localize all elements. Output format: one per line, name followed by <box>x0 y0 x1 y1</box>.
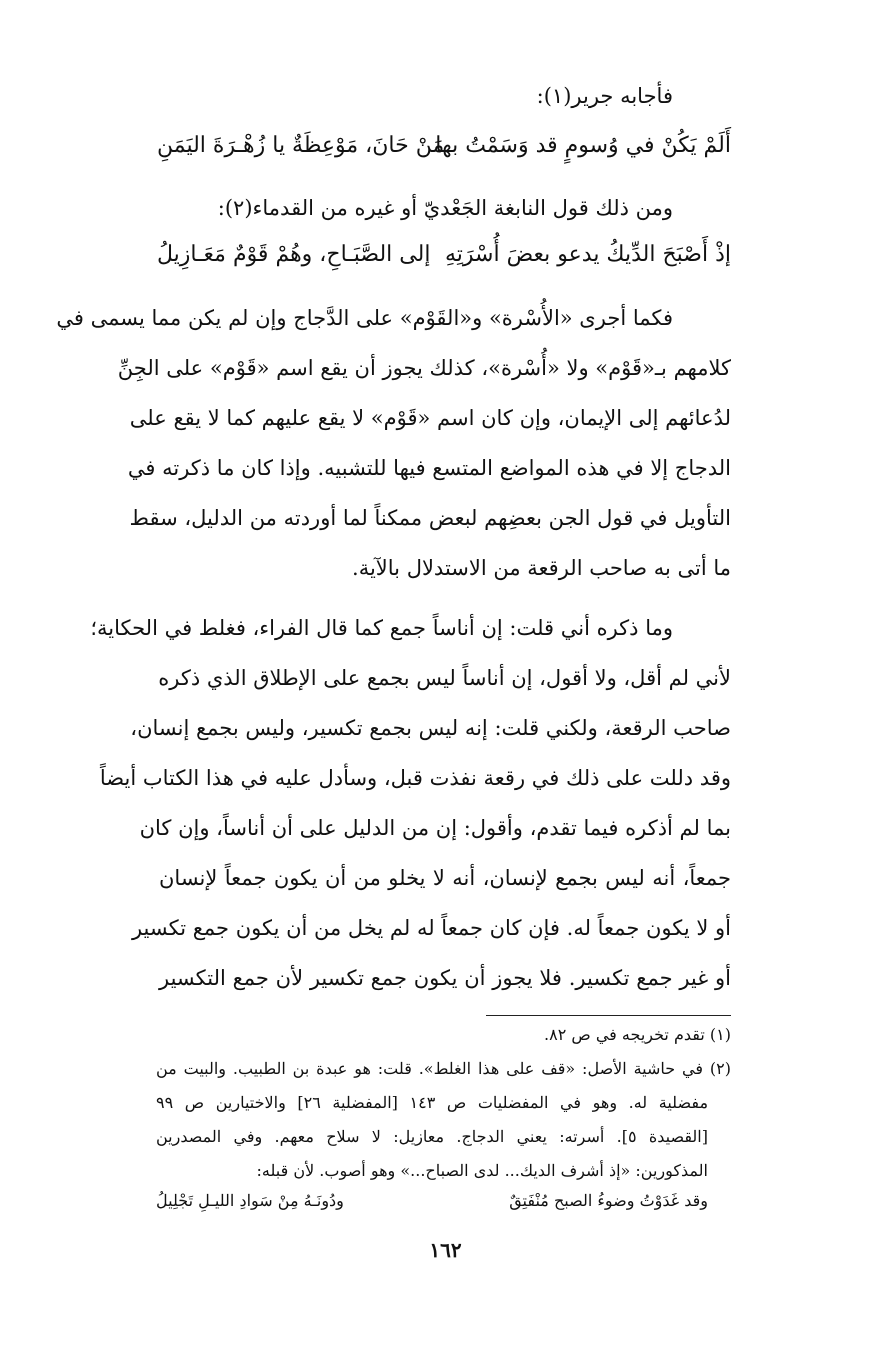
footnote-separator <box>486 1015 731 1016</box>
paragraph-line: وقد دللت على ذلك في رقعة نفذت قبل، وسأدل عليه في هذا الكتاب أيضاً <box>99 766 731 790</box>
verse-second-hemistich: إلى الصَّبَـاحِ، وهُمْ قَوْمٌ مَعَـازِيلُ <box>157 242 431 267</box>
verse-first-hemistich: وقد غَدَوْتُ وضوءُ الصبح مُنْفَتِقٌ <box>509 1191 708 1210</box>
verse-intro-nabigha: ومن ذلك قول النابغة الجَعْديّ أو غيره من القدماء(٢): <box>217 196 673 220</box>
footnote-verse <box>156 1187 708 1215</box>
verse-second-hemistich: ودُونَـهُ مِنْ سَوادِ الليـلِ تَجْلِيلُ <box>156 1191 344 1210</box>
footnote-2-line: [القصيدة ٥]. أسرته: يعني الدجاج. معازيل: لا سلاح معهم. وفي المصدرين <box>156 1127 708 1146</box>
paragraph-line: فكما أجرى «الأُسْرة» و«القَوْم» على الدَّجاج وإن لم يكن مما يسمى في <box>56 306 673 330</box>
paragraph-line: صاحب الرقعة، ولكني قلت: إنه ليس بجمع تكسير، وليس بجمع إنسان، <box>130 716 731 740</box>
page-number: ١٦٢ <box>429 1238 462 1262</box>
verse-second-hemistich: مَنْ حَانَ، مَوْعِظَةٌ يا زُهْـرَةَ اليَمَنِ <box>157 133 445 158</box>
footnote-2-line: المذكورين: «إذ أشرف الديك... لدى الصباح...» وهو أصوب. لأن قبله: <box>256 1161 708 1180</box>
footnote-2-line: (٢) في حاشية الأصل: «قف على هذا الغلط». قلت: هو عبدة بن الطبيب. والبيت من <box>156 1059 731 1078</box>
verse-first-hemistich: أَلَمْ يَكُنْ في وُسومٍ قد وَسَمْتُ بها <box>435 133 731 158</box>
paragraph-line: أو غير جمع تكسير. فلا يجوز أن يكون جمع تكسير لأن جمع التكسير <box>159 966 731 990</box>
verse-intro-jarir: فأجابه جرير(١): <box>536 84 673 108</box>
verse-jarir <box>157 128 731 164</box>
paragraph-line: وما ذكره أني قلت: إن أناساً جمع كما قال الفراء، فغلط في الحكاية؛ <box>90 616 673 640</box>
verse-first-hemistich: إذْ أَصْبَحَ الدِّيكُ يدعو بعضَ أُسْرَتِهِ <box>445 242 731 267</box>
paragraph-line: بما لم أذكره فيما تقدم، وأقول: إن من الدليل على أن أناساً، وإن كان <box>139 816 731 840</box>
verse-nabigha <box>157 237 731 273</box>
paragraph-line: ما أتى به صاحب الرقعة من الاستدلال بالآية. <box>352 556 731 580</box>
paragraph-line: الدجاج إلا في هذه المواضع المتسع فيها للتشبيه. وإذا كان ما ذكرته في <box>127 456 731 480</box>
paragraph-line: التأويل في قول الجن بعضِهم لبعض ممكناً لما أوردته من الدليل، سقط <box>129 506 731 530</box>
paragraph-line: أو لا يكون جمعاً له. فإن كان جمعاً له لم يخل من أن يكون جمع تكسير <box>131 916 731 940</box>
paragraph-line: كلامهم بـ«قَوْم» ولا «أُسْرة»، كذلك يجوز أن يقع اسم «قَوْم» على الجِنِّ <box>117 356 731 380</box>
footnote-1: (١) تقدم تخريجه في ص ٨٢. <box>544 1025 731 1044</box>
paragraph-line: لدُعائهم إلى الإيمان، وإن كان اسم «قَوْم» لا يقع عليهم كما لا يقع على <box>129 406 731 430</box>
paragraph-line: جمعاً، أنه ليس بجمع لإنسان، أنه لا يخلو من أن يكون جمعاً لإنسان <box>159 866 731 890</box>
footnote-2-line: مفضلية له. وهو في المفضليات ص ١٤٣ [المفضلية ٢٦] والاختيارين ص ٩٩ <box>156 1093 709 1112</box>
paragraph-line: لأني لم أقل، ولا أقول، إن أناساً ليس بجمع على الإطلاق الذي ذكره <box>158 666 731 690</box>
